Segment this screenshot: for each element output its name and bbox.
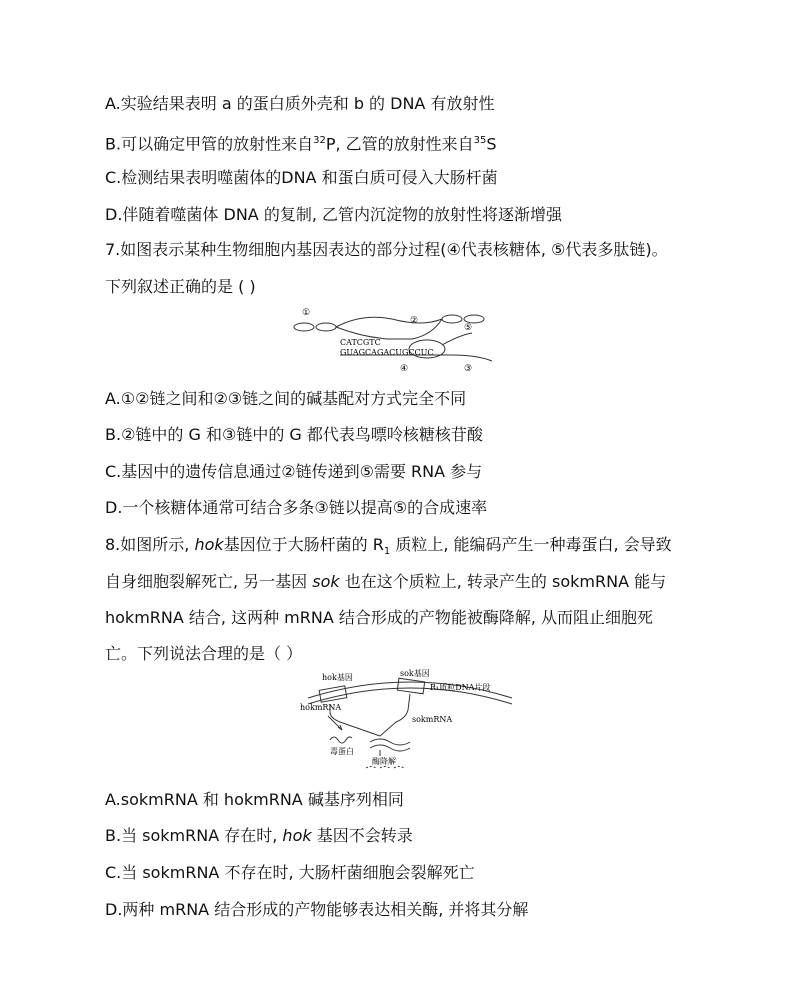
q8-option-a: A.sokmRNA 和 hokmRNA 碱基序列相同: [105, 790, 404, 809]
q8-option-c: C.当 sokmRNA 不存在时, 大肠杆菌细胞会裂解死亡: [105, 863, 475, 882]
hokmrna-label: hokmRNA: [300, 703, 342, 712]
q8-option-b: B.当 sokmRNA 存在时, hok 基因不会转录: [105, 826, 413, 845]
hok-gene-label: hok基因: [322, 673, 353, 682]
q7-option-c: C.基因中的遗传信息通过②链传递到⑤需要 RNA 参与: [105, 462, 483, 481]
q6-option-d: D.伴随着噬菌体 DNA 的复制, 乙管内沉淀物的放射性将逐渐增强: [105, 205, 562, 224]
q7-option-d: D.一个核糖体通常可结合多条③链以提高⑤的合成速率: [105, 498, 488, 517]
q8-option-d: D.两种 mRNA 结合形成的产物能够表达相关酶, 并将其分解: [105, 900, 529, 919]
toxin-label: 毒蛋白: [330, 747, 354, 756]
enzyme-label: 酶降解: [372, 757, 396, 766]
q7-option-a: A.①②链之间和②③链之间的碱基配对方式完全不同: [105, 389, 467, 408]
q8-stem-line3: hokmRNA 结合, 这两种 mRNA 结合形成的产物能被酶降解, 从而阻止细胞死: [105, 608, 654, 627]
seq-top: CATCGTC: [340, 338, 381, 347]
label-1: ①: [302, 308, 311, 318]
q8-stem-line1: 8.如图所示, hok基因位于大肠杆菌的 $R_1$ 质粒上, 能编码产生一种毒蛋白, 会导致: [105, 535, 672, 558]
label-5: ⑤: [464, 323, 473, 333]
seq-bottom: GUAGCAGACUGCCUC: [340, 348, 434, 357]
gene-expression-figure: [292, 305, 502, 375]
q6-option-b: B.可以确定甲管的放射性来自$^{32}$P, 乙管的放射性来自$^{35}$S: [105, 134, 497, 154]
plasmid-label: R₁质粒DNA片段: [430, 683, 491, 692]
plasmid-figure: [300, 668, 520, 780]
q7-option-b: B.②链中的 G 和③链中的 G 都代表鸟嘌呤核糖核苷酸: [105, 425, 483, 444]
label-3: ③: [464, 364, 473, 374]
q7-stem-line2: 下列叙述正确的是 ( ): [105, 277, 256, 296]
q7-stem-line1: 7.如图表示某种生物细胞内基因表达的部分过程(④代表核糖体, ⑤代表多肽链)。: [105, 240, 668, 259]
sok-gene-label: sok基因: [400, 669, 430, 678]
label-4: ④: [400, 364, 409, 374]
label-2: ②: [410, 316, 419, 326]
sokmrna-label: sokmRNA: [412, 715, 453, 724]
q8-stem-line4: 亡。下列说法合理的是（ ）: [105, 644, 303, 663]
q6-option-c: C.检测结果表明噬菌体的DNA 和蛋白质可侵入大肠杆菌: [105, 168, 498, 187]
q8-stem-line2: 自身细胞裂解死亡, 另一基因 sok 也在这个质粒上, 转录产生的 sokmRNA 能与: [105, 572, 667, 591]
q6-option-a: A.实验结果表明 a 的蛋白质外壳和 b 的 DNA 有放射性: [105, 94, 495, 113]
